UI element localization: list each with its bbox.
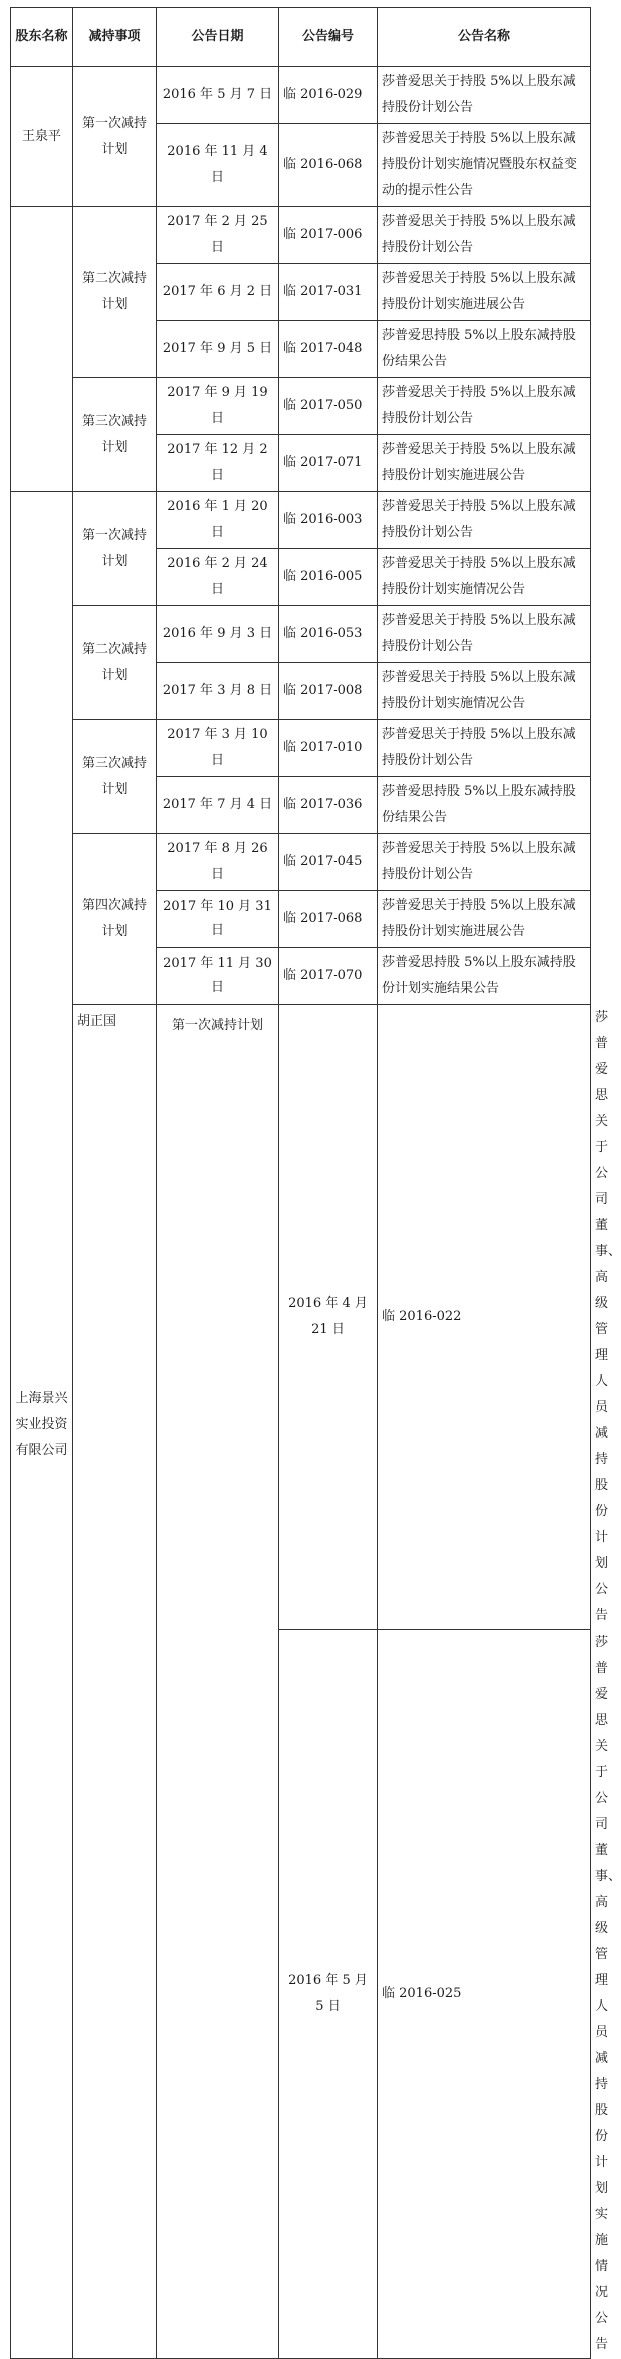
announcement-date-cell: 2016 年 11 月 4 日 bbox=[157, 124, 279, 207]
announcement-number-cell: 临 2017-036 bbox=[279, 777, 378, 834]
announcement-date-cell: 2017 年 10 月 31 日 bbox=[157, 891, 279, 948]
announcement-number-cell: 临 2017-031 bbox=[279, 264, 378, 321]
announcement-number-cell: 临 2016-022 bbox=[378, 1005, 591, 1630]
reduction-plan-cell: 第一次减持计划 bbox=[73, 492, 157, 606]
announcement-number-cell: 临 2017-068 bbox=[279, 891, 378, 948]
table-row bbox=[11, 720, 591, 777]
announcement-table bbox=[10, 7, 621, 2359]
announcement-number-cell: 临 2016-053 bbox=[279, 606, 378, 663]
holder-name-cell bbox=[11, 207, 73, 492]
announcement-date-cell: 2016 年 1 月 20 日 bbox=[157, 492, 279, 549]
announcement-title-cell: 莎普爱思关于持股 5%以上股东减持股份计划公告 bbox=[378, 207, 591, 264]
reduction-plan-cell: 第三次减持计划 bbox=[73, 378, 157, 492]
announcement-number-cell: 临 2016-003 bbox=[279, 492, 378, 549]
announcement-date-cell: 2016 年 9 月 3 日 bbox=[157, 606, 279, 663]
reduction-plan-cell: 第四次减持计划 bbox=[73, 834, 157, 1005]
announcement-title-cell: 莎普爱思关于持股 5%以上股东减持股份计划公告 bbox=[378, 720, 591, 777]
announcement-date-cell: 2016 年 5 月 5 日 bbox=[279, 1630, 378, 2359]
announcement-date-cell: 2016 年 5 月 7 日 bbox=[157, 67, 279, 124]
announcement-date-cell: 2017 年 12 月 2 日 bbox=[157, 435, 279, 492]
table-row bbox=[11, 834, 591, 891]
announcement-title-cell: 莎普爱思持股 5%以上股东减持股份结果公告 bbox=[378, 777, 591, 834]
holder-name-cell: 王泉平 bbox=[11, 67, 73, 207]
announcement-title-cell: 莎普爱思关于持股 5%以上股东减持股份计划实施情况暨股东权益变动的提示性公告 bbox=[378, 124, 591, 207]
announcement-date-cell: 2017 年 6 月 2 日 bbox=[157, 264, 279, 321]
reduction-plan-cell: 第一次减持计划 bbox=[157, 1005, 279, 2359]
announcement-number-cell: 临 2016-068 bbox=[279, 124, 378, 207]
announcement-number-cell: 临 2017-010 bbox=[279, 720, 378, 777]
table-row: 2016 年 5 月 5 日 临 2016-025 莎普爱思关于公司董事、高级管理人员减持股份计划实施情况公告 bbox=[11, 1630, 591, 2359]
announcement-date-cell: 2017 年 2 月 25 日 bbox=[157, 207, 279, 264]
reduction-plan-cell: 第二次减持计划 bbox=[73, 207, 157, 378]
announcement-title-cell: 莎普爱思关于持股 5%以上股东减持股份计划公告 bbox=[378, 492, 591, 549]
announcement-title-cell: 莎普爱思关于持股 5%以上股东减持股份计划实施情况公告 bbox=[378, 549, 591, 606]
announcement-title-cell: 莎普爱思关于持股 5%以上股东减持股份计划公告 bbox=[378, 67, 591, 124]
announcement-date-cell: 2016 年 4 月 21 日 bbox=[279, 1005, 378, 1630]
holder-name-cell: 胡正国 bbox=[73, 1005, 157, 2359]
reduction-plan-cell: 第二次减持计划 bbox=[73, 606, 157, 720]
announcement-number-cell: 临 2017-008 bbox=[279, 663, 378, 720]
announcement-title-cell: 莎普爱思持股 5%以上股东减持股份结果公告 bbox=[378, 321, 591, 378]
announcement-number-cell: 临 2017-070 bbox=[279, 948, 378, 1005]
table-row: 胡正国 第一次减持计划 2016 年 4 月 21 日 临 2016-022 莎普爱思关于公司董事、高级管理人员减持股份计划公告 bbox=[11, 1005, 591, 1630]
header-announcement-date: 公告日期 bbox=[157, 8, 279, 67]
header-announcement-title: 公告名称 bbox=[378, 8, 591, 67]
announcement-title-cell: 莎普爱思关于持股 5%以上股东减持股份计划实施进展公告 bbox=[378, 891, 591, 948]
announcement-number-cell: 临 2017-045 bbox=[279, 834, 378, 891]
announcement-date-cell: 2017 年 8 月 26 日 bbox=[157, 834, 279, 891]
table-row bbox=[11, 67, 591, 124]
table-row bbox=[11, 378, 591, 435]
announcement-number-cell: 临 2017-071 bbox=[279, 435, 378, 492]
reduction-plan-cell: 第三次减持计划 bbox=[73, 720, 157, 834]
table-row bbox=[11, 207, 591, 264]
announcement-date-cell: 2017 年 9 月 19 日 bbox=[157, 378, 279, 435]
announcement-title-cell: 莎普爱思关于持股 5%以上股东减持股份计划公告 bbox=[378, 378, 591, 435]
announcement-date-cell: 2017 年 3 月 8 日 bbox=[157, 663, 279, 720]
announcement-title-cell: 莎普爱思关于持股 5%以上股东减持股份计划实施进展公告 bbox=[378, 264, 591, 321]
announcement-title-cell: 莎普爱思关于持股 5%以上股东减持股份计划实施进展公告 bbox=[378, 435, 591, 492]
table-row bbox=[11, 492, 591, 549]
reduction-plan-cell: 第一次减持计划 bbox=[73, 67, 157, 207]
header-announcement-number: 公告编号 bbox=[279, 8, 378, 67]
announcement-date-cell: 2016 年 2 月 24 日 bbox=[157, 549, 279, 606]
announcement-title-cell: 莎普爱思关于持股 5%以上股东减持股份计划公告 bbox=[378, 834, 591, 891]
header-reduction-item: 减持事项 bbox=[73, 8, 157, 67]
announcement-title-cell: 莎普爱思关于持股 5%以上股东减持股份计划实施情况公告 bbox=[378, 663, 591, 720]
announcement-date-cell: 2017 年 9 月 5 日 bbox=[157, 321, 279, 378]
header-holder-name: 股东名称 bbox=[11, 8, 73, 67]
announcement-title-cell: 莎普爱思关于持股 5%以上股东减持股份计划公告 bbox=[378, 606, 591, 663]
announcement-title-cell: 莎普爱思持股 5%以上股东减持股份计划实施结果公告 bbox=[378, 948, 591, 1005]
announcement-date-cell: 2017 年 3 月 10 日 bbox=[157, 720, 279, 777]
announcement-number-cell: 临 2016-025 bbox=[378, 1630, 591, 2359]
announcement-number-cell: 临 2016-005 bbox=[279, 549, 378, 606]
announcement-date-cell: 2017 年 7 月 4 日 bbox=[157, 777, 279, 834]
announcement-number-cell: 临 2017-006 bbox=[279, 207, 378, 264]
holder-name-cell: 上海景兴实业投资有限公司 bbox=[11, 492, 73, 2359]
announcement-number-cell: 临 2016-029 bbox=[279, 67, 378, 124]
table-row bbox=[11, 606, 591, 663]
announcement-number-cell: 临 2017-050 bbox=[279, 378, 378, 435]
announcement-date-cell: 2017 年 11 月 30 日 bbox=[157, 948, 279, 1005]
announcement-number-cell: 临 2017-048 bbox=[279, 321, 378, 378]
